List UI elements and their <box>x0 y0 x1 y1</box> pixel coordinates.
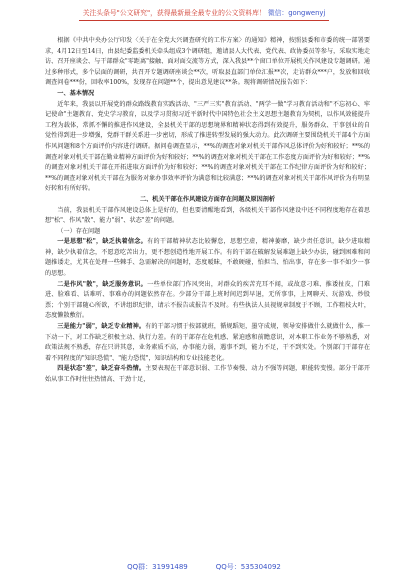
problem-text-4: 主要表现在干部意识弱、工作节奏慢、动力不强等问题，职能转变慢。部分干部开始从事工作时往往热情高、干劲十足， <box>45 365 370 383</box>
problem-text-2: 一些单位部门作风突出，对群众的疾苦充耳不闻，或故意刁难、推诿扯皮，门难进、脸难看、话难听、事难办的问题依然存在。少部分干部上班时间迟到早退，无所事事，上网聊天、玩游戏、炒股票；个别干部随心所欲，不讲组织纪律，请示不报告或报告不及时。有些执法人员视规章制度于不顾，工作粗枝大叶，态度懒散敷衍。 <box>45 280 370 320</box>
problems-intro-paragraph: 当前，我县机关干部作风建设总体上是好的，但也要清醒地看到，各级机关干部作风建设中还不同程度地存在着思想"松"、作风"散"、能力"弱"、状态"差"的问题。 <box>45 206 370 225</box>
intro-paragraph: 根据《中共中央办公厅印发〈关于在全党大兴调查研究的工作方案〉的通知》精神，按照县委和市委的统一部署要求，4月12日至14日，由县纪委监委机关牵头组成3个调研组，邀请县人大代表、党代表、政协委员等参与，采取实地走访、召开座谈会、与干部群众"零距离"接触、面对面交流等方式，深入我县**个窗口单位开展机关作风建设专题调研。通过多种形式，多个层面的调研，共召开专题调研座谈会**次，听取县直部门单位汇报**次，走访群众***户，发放和回收调查问卷***份，回收率100%，发现存在问题**个，提出意见建议**条。现将调研情况报告如下： <box>45 37 370 87</box>
subheading-existing-problems: （一）存在问题 <box>57 227 101 235</box>
header-banner <box>0 6 408 20</box>
section-heading-basic: 一、基本情况 <box>57 89 95 97</box>
problem-lead-4: 四是状态"差"，缺乏奋斗热情。 <box>57 365 146 373</box>
problem-paragraph-2 <box>45 280 370 322</box>
document-body <box>45 36 370 386</box>
banner-promo-text: 关注头条号"公文研究"，获得最新最全最专业的公文资料库！ <box>82 9 266 17</box>
problem-lead-3: 三是能力"弱"，缺乏专业精神。 <box>57 323 146 331</box>
footer-contact <box>0 562 408 572</box>
section-heading-problems: 二、机关干部在作风建设方面存在问题及原因剖析 <box>139 195 276 203</box>
banner-line <box>79 6 330 21</box>
basic-situation-paragraph: 近年来，我县以开展党的群众路线教育实践活动、"三严三实"教育活动、"两学一做"学习教育活动和"不忘初心、牢记使命"主题教育、党史学习教育，以及学习贯彻习近平新时代中国特色社会主义思想主题教育为契机，以作风效能提升工程为载体，常抓不懈的推进作风建设，全县机关干部的思想境界和精神状态得到有效提升，服务群众、干事创业的自觉性得到进一步增强，党群干群关系进一步密切，形成了推进转型发展的强大动力。此次调研主要围绕机关干部4个方面作风问题和8个方面评价内容进行调研。据问卷调查显示，**%的调查对象对机关干部作风总体评价为好和较好；**%的调查对象对机关干部在勤业精神方面评价为好和较好；**%的调查对象对机关干部在工作态度方面评价为好和较好；**%的调查对象对机关干部在开拓进取方面评价为好和较好；**%的调查对象对机关干部在工作纪律方面评价为好和较好；**%的调查对象对机关干部在为服务对象办事效率评价为满意和比较满意；**%的调查对象对机关干部作风评价为有明显好转和有所好转。 <box>45 100 370 193</box>
problem-text-1: 有的干部精神状态比较懈怠，思想空虚，精神萎靡，缺少责任意识，缺少进取精神，缺少执着信念，不愿意吃苦出力，更不想创造性地开展工作。有的干部在破解发展难题上缺少办法，碰到困难和问题推诿走，尤其在处理一些棘手、急需解决的问题时，态度暧昧，不敢硬碰，怕担当、怕出事，存在多一事不如少一事的思想。 <box>45 238 370 278</box>
banner-wechat-text: 微信：gongwenyj <box>267 9 326 17</box>
problem-paragraph-3 <box>45 322 370 364</box>
problem-paragraph-4 <box>45 364 370 385</box>
footer-qq-number: QQ号：535304092 <box>215 563 281 571</box>
problem-lead-1: 一是思想"松"，缺乏执着信念。 <box>57 238 148 246</box>
footer-qq-group: QQ群：31991489 <box>127 563 188 571</box>
problem-lead-2: 二是作风"散"，缺乏服务意识。 <box>57 280 148 288</box>
problem-text-3: 有的干部习惯于按部就班，循规蹈矩，墨守成规，领导安排做什么就做什么，推一下动一下，对工作缺乏积极主动、执行力差。有的干部存在危机感、紧迫感和前瞻意识，对本职工作业务不够熟悉，对政策法规不熟悉，存在只讲其意，业务素质不高，办事能力弱，遇事不到，能力不足，干不到实处。个别部门干部存在着不同程度的"知识恐慌"、"能力恐慌"，知识结构和专业技能老化。 <box>45 323 370 362</box>
problem-paragraph-1 <box>45 237 370 279</box>
